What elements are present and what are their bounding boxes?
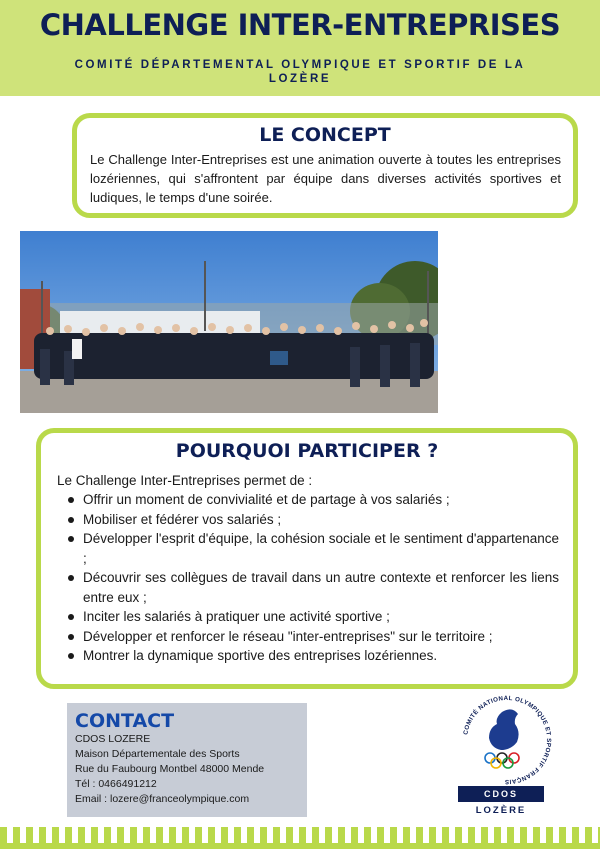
header-banner xyxy=(0,0,600,96)
list-item: Inciter les salariés à pratiquer une activité sportive ; xyxy=(83,607,559,627)
page-subtitle: COMITÉ DÉPARTEMENTAL OLYMPIQUE ET SPORTIF DE LA LOZÈRE xyxy=(74,59,526,85)
why-title: POURQUOI PARTICIPER ? xyxy=(175,440,439,462)
concept-title: LE CONCEPT xyxy=(259,124,391,146)
logo-subtitle: LOZÈRE xyxy=(475,805,527,816)
list-item: Offrir un moment de convivialité et de partage à vos salariés ; xyxy=(83,490,559,510)
contact-box xyxy=(67,703,307,817)
group-photo xyxy=(20,231,438,413)
logo-ring-text: COMITÉ NATIONAL OLYMPIQUE ET SPORTIF FRANÇAIS xyxy=(462,694,553,786)
page-title: CHALLENGE INTER-ENTREPRISES xyxy=(39,8,561,42)
concept-box xyxy=(72,113,578,218)
contact-email[interactable]: Email : lozere@franceolympique.com xyxy=(75,793,250,805)
list-item: Découvrir ses collègues de travail dans un autre contexte et renforcer les liens entre eux ; xyxy=(83,568,559,607)
contact-title: CONTACT xyxy=(75,710,175,732)
logo-band: CDOS xyxy=(458,786,544,802)
why-participate-box xyxy=(36,428,578,689)
concept-text: Le Challenge Inter-Entreprises est une animation ouverte à toutes les entreprises lozériennes, qui s'affrontent par équipe dans diverses activités sportives et ludiques, le temps d'une soirée. xyxy=(90,152,561,205)
group-photo-illustration xyxy=(20,231,438,413)
list-item: Développer et renforcer le réseau "inter-entreprises" sur le territoire ; xyxy=(83,627,559,647)
contact-org: CDOS LOZERE xyxy=(75,733,151,745)
rooster-rings-icon xyxy=(452,688,562,788)
list-item: Mobiliser et fédérer vos salariés ; xyxy=(83,510,559,530)
list-item: Développer l'esprit d'équipe, la cohésion sociale et le sentiment d'appartenance ; xyxy=(83,529,559,568)
contact-phone: Tél : 0466491212 xyxy=(75,778,157,790)
footer-bar xyxy=(0,843,600,849)
why-intro: Le Challenge Inter-Entreprises permet de : xyxy=(57,473,313,488)
contact-building: Maison Départementale des Sports xyxy=(75,748,240,760)
contact-address: Rue du Faubourg Montbel 48000 Mende xyxy=(75,763,265,775)
why-list xyxy=(41,490,573,666)
footer-stripes xyxy=(0,827,600,849)
list-item: Montrer la dynamique sportive des entreprises lozériennes. xyxy=(83,646,559,666)
